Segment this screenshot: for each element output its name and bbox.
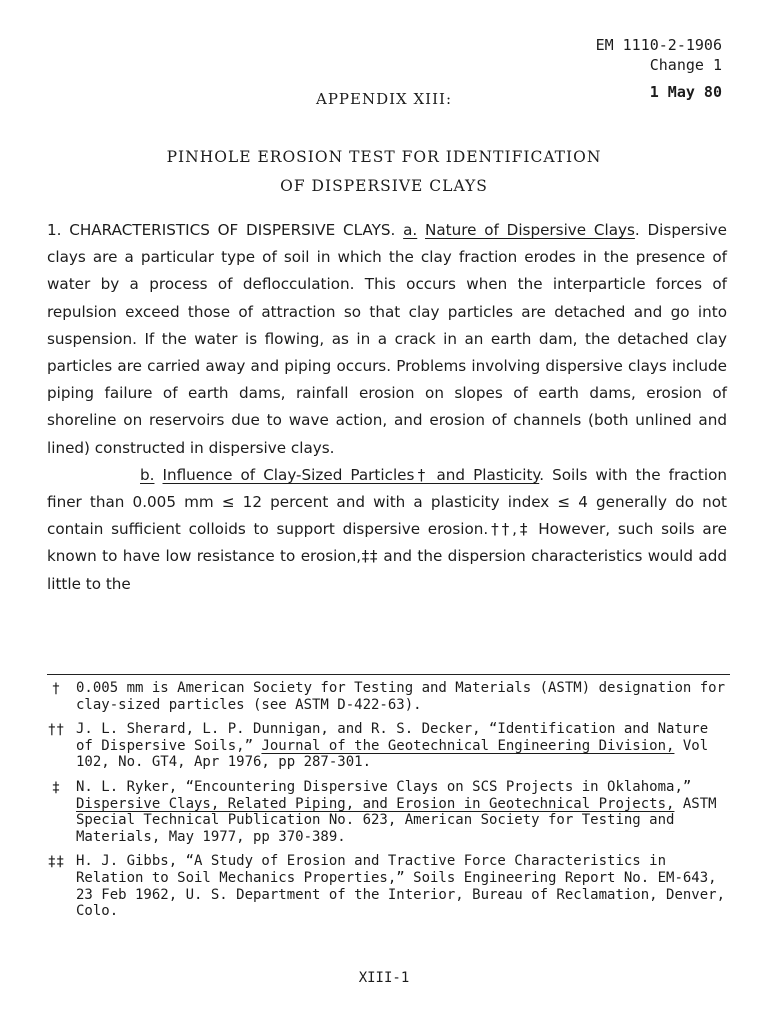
document-id: EM 1110-2-1906 xyxy=(595,36,722,54)
footnote-text xyxy=(76,779,731,845)
subsection-b-title: Influence of Clay-Sized Particles† and Plasticity xyxy=(162,465,540,484)
subsection-a-text: . Dispersive clays are a particular type of soil in which the clay fraction erodes in the presence of water by a process of deflocculation. This occurs when the interparticle forces of repulsion exceed those of attraction so that clay particles are detached and go into suspension. If the water is flowing, as in a crack in an earth dam, the detached clay particles are carried away and piping occurs. Problems involving dispersive clays include piping failure of earth dams, rainfall erosion on slopes of earth dams, erosion of shoreline on reservoirs due to wave action, and erosion of channels (both unlined and lined) constructed in dispersive clays. xyxy=(47,221,728,457)
subsection-b-marker: b. xyxy=(140,465,155,484)
footnote-mark: †† xyxy=(47,722,65,739)
footnote-double-ddagger xyxy=(36,853,731,919)
footnote-mark: ‡‡ xyxy=(47,854,65,871)
change-number: Change 1 xyxy=(649,56,722,74)
footnote-mark: ‡ xyxy=(51,779,61,796)
subsection-a-title: Nature of Dispersive Clays xyxy=(425,221,635,239)
footnote-text: H. J. Gibbs, “A Study of Erosion and Tractive Force Characteristics in Relation to Soil Mechanics Properties,” Soils Engineering Report No. EM-643, 23 Feb 1962, U. S. Department of the Interior, Bureau of Reclamation, Denver, Colo. xyxy=(76,853,726,920)
footnotes xyxy=(36,680,731,928)
footnote-divider xyxy=(47,674,730,675)
footnote-ddagger xyxy=(36,779,731,845)
footnote-double-dagger xyxy=(36,721,731,771)
footnote-publication-title: Dispersive Clays, Related Piping, and Erosion in Geotechnical Projects, xyxy=(76,795,675,812)
footnote-text: 0.005 mm is American Society for Testing and Materials (ASTM) designation for clay-sized particles (see ASTM D-422-63). xyxy=(76,680,726,713)
footnote-text xyxy=(76,721,731,771)
appendix-heading: APPENDIX XIII: xyxy=(316,90,452,108)
subsection-a-marker: a. xyxy=(403,221,418,239)
page-number: XIII-1 xyxy=(358,970,410,986)
footnote-text-post: ASTM Special Technical Publication No. 623, American Society for Testing and Materials, May 1977, pp 370-389. xyxy=(76,795,717,845)
footnote-text-pre: J. L. Sherard, L. P. Dunnigan, and R. S. Decker, “Identification and Nature of Dispersive Soils,” xyxy=(76,721,709,754)
subsection-b-text: . Soils with the fraction finer than 0.005 mm ≤ 12 percent and with a plasticity index ≤ 4 generally do not contain sufficient colloids to support dispersive erosion.††,‡ However, such soils are known to have low resistance to erosion,‡‡ and the dispersion characteristics would add little to the xyxy=(47,465,727,593)
title-line-1: PINHOLE EROSION TEST FOR IDENTIFICATION xyxy=(166,148,602,166)
paragraph-1b xyxy=(47,462,727,598)
footnote-journal-title: Journal of the Geotechnical Engineering Division, xyxy=(261,737,675,754)
paragraph-1a xyxy=(47,217,727,462)
title-line-2: OF DISPERSIVE CLAYS xyxy=(280,177,488,195)
body-text xyxy=(47,217,727,598)
footnote-text-post: Vol 102, No. GT4, Apr 1976, pp 287-301. xyxy=(76,737,709,771)
footnote-text-pre: N. L. Ryker, “Encountering Dispersive Clays on SCS Projects in Oklahoma,” xyxy=(76,778,692,795)
section-heading: 1. CHARACTERISTICS OF DISPERSIVE CLAYS. xyxy=(47,221,396,239)
footnote-dagger xyxy=(36,680,731,713)
footnote-mark: † xyxy=(51,681,61,697)
document-date: 1 May 80 xyxy=(649,83,722,101)
